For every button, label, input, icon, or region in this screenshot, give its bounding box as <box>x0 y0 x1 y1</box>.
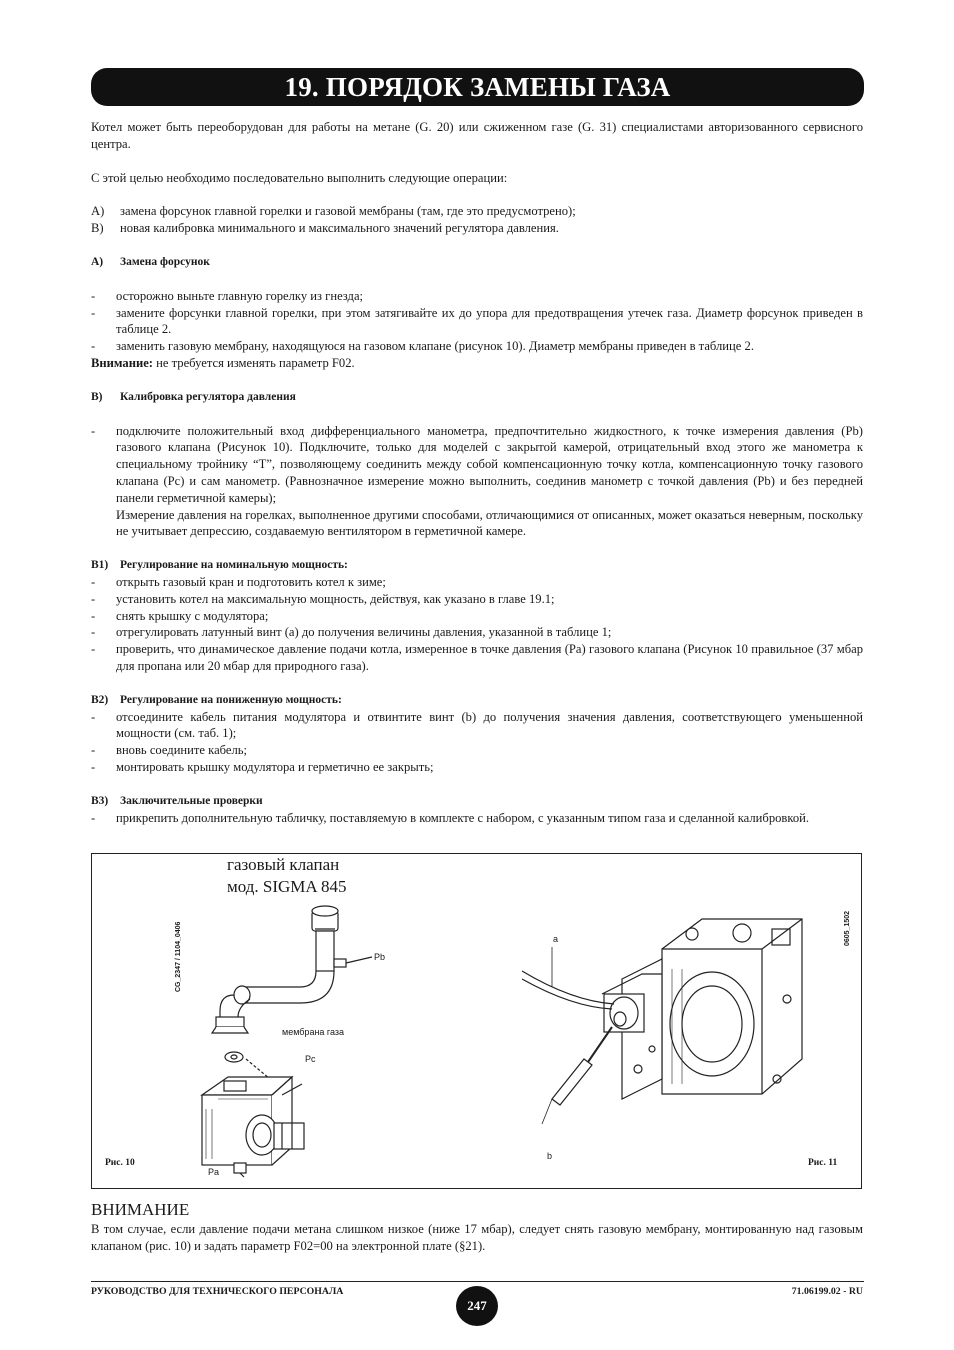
list-item: - снять крышку с модулятора; <box>91 608 269 623</box>
warning-heading: ВНИМАНИЕ <box>91 1200 190 1219</box>
list-item: - прикрепить дополнительную табличку, поставляемую в комплекте с набором, с указанным типом газа и сделанной калибровкой. <box>91 810 810 825</box>
figure-code-left: CG_2347 / 1104_0406 <box>175 921 182 992</box>
list-item: - отсоедините кабель питания модулятора и отвинтите винт (b) до получения значения давления, соответствующего уменьшенной мощности (см. таб. 1); <box>91 709 863 741</box>
list-item: - монтировать крышку модулятора и герметично ее закрыть; <box>91 759 434 774</box>
figure-caption-10: Рис. 10 <box>105 1158 135 1168</box>
list-item: - вновь соедините кабель; <box>91 743 248 758</box>
label-membrane: мембрана газа <box>282 1027 345 1037</box>
valve-adjustment-illustration <box>512 909 812 1149</box>
warning-text: В том случае, если давление подачи метана слишком низкое (ниже 17 мбар), следует снять газовую мембрану, монтированную над газовым клапаном (рис. 10) и задать параметр F02=00 на электронной плате (§21). <box>91 1222 863 1253</box>
note-paragraph: Внимание: не требуется изменять параметр F02. <box>91 355 355 370</box>
list-item: - замените форсунки главной горелки, при этом затягивайте их до упора для предотвращения утечек газа. Диаметр форсунок приведен в таблице 2. <box>91 305 863 337</box>
footer-left-text: РУКОВОДСТВО ДЛЯ ТЕХНИЧЕСКОГО ПЕРСОНАЛА <box>91 1286 344 1297</box>
purpose-paragraph: С этой целью необходимо последовательно выполнить следующие операции: <box>91 170 508 185</box>
section-heading-b2: B2) Регулирование на пониженную мощность: <box>91 693 342 706</box>
section-heading-b1: B1) Регулирование на номинальную мощность: <box>91 559 348 572</box>
label-a: a <box>553 934 559 944</box>
page-title: 19. ПОРЯДОК ЗАМЕНЫ ГАЗА <box>91 68 864 106</box>
section-heading-b3: B3) Заключительные проверки <box>91 794 263 807</box>
figure-title: газовый клапан мод. SIGMA 845 <box>227 855 347 896</box>
figure-code-right: 0605_1502 <box>844 910 851 946</box>
figure-box <box>91 853 862 1189</box>
intro-paragraph: Котел может быть переоборудован для работы на метане (G. 20) или сжиженном газе (G. 31) специалистами авторизованного сервисного центра. <box>91 120 863 151</box>
gas-valve-illustration <box>182 899 452 1179</box>
operation-item: A) замена форсунок главной горелки и газовой мембраны (там, где это предусмотрено); <box>91 204 576 219</box>
label-pc: Pc <box>305 1054 316 1064</box>
section-heading-a: A) Замена форсунок <box>91 255 210 268</box>
operation-item: B) новая калибровка минимального и максимального значений регулятора давления. <box>91 221 559 236</box>
list-item: - заменить газовую мембрану, находящуюся на газовом клапане (рисунок 10). Диаметр мембраны приведен в таблице 2. <box>91 339 754 354</box>
main-content <box>91 119 863 826</box>
label-pa: Pa <box>208 1167 220 1177</box>
footer-divider <box>91 1281 864 1282</box>
section-heading-b: B) Калибровка регулятора давления <box>91 390 296 403</box>
footer-doc-code: 71.06199.02 - RU <box>791 1286 863 1297</box>
continuation-paragraph: Измерение давления на горелках, выполненное другими способами, отличающимися от описанных, может оказаться неверным, поскольку не учитывает депрессию, создаваемую вентилятором в герметичной камере. <box>116 507 863 539</box>
list-item: - проверить, что динамическое давление подачи котла, измеренное в точке давления (Pa) газового клапана (Рисунок 10 правильное (37 мбар для пропана или 20 мбар для природного газа). <box>91 642 863 673</box>
page-number: 247 <box>456 1286 498 1326</box>
list-item: - открыть газовый кран и подготовить котел к зиме; <box>91 574 386 589</box>
list-item: - подключите положительный вход дифференциального манометра, предпочтительно жидкостного, к точке измерения давления (Pb) газового клапана (Рисунок 10). Подключите, только для моделей с закрытой камерой, отрицательный вход этого же манометра к специальному тройнику “T”, позволяющему соединить между собой компенсационную точку котла, компенсационную точку газового клапана (Pc) и сам манометр. (Равнозначное измерение можно выполнить, соединив манометр с точкой давления (Pb) и без передней панели герметичной камеры); <box>91 423 863 505</box>
figure-caption-11: Рис. 11 <box>808 1158 838 1168</box>
label-b: b <box>547 1151 553 1161</box>
list-item: - установить котел на максимальную мощность, действуя, как указано в главе 19.1; <box>91 591 555 606</box>
list-item: - осторожно выньте главную горелку из гнезда; <box>91 288 364 303</box>
label-pb: Pb <box>374 952 386 962</box>
list-item: - отрегулировать латунный винт (a) до получения величины давления, указанной в таблице 1; <box>91 625 612 640</box>
